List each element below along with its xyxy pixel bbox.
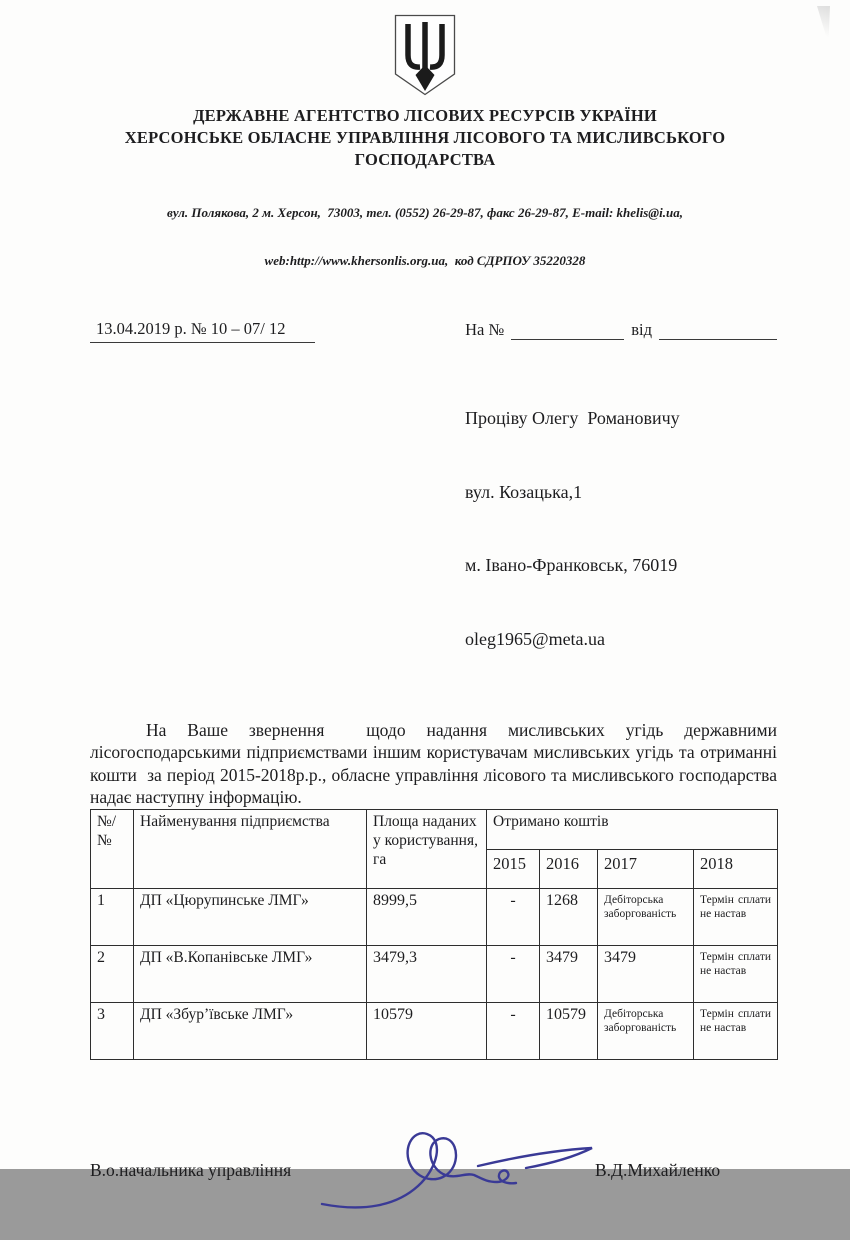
scan-artifact <box>817 6 830 44</box>
area-value: 3479,3 <box>367 945 487 1002</box>
agency-line-2: ХЕРСОНСЬКЕ ОБЛАСНЕ УПРАВЛІННЯ ЛІСОВОГО ТА МИСЛИВСЬКОГО <box>124 128 726 147</box>
handwritten-signature <box>318 1120 608 1220</box>
signature-block <box>90 1130 777 1240</box>
table-row <box>91 888 778 945</box>
agency-line-1: ДЕРЖАВНЕ АГЕНТСТВО ЛІСОВИХ РЕСУРСІВ УКРАЇНИ <box>193 106 657 125</box>
funds-2016: 10579 <box>540 1002 598 1059</box>
contacts-line-2: web:http://www.khersonlis.org.ua, код СДРПОУ 35220328 <box>264 253 586 268</box>
incoming-number-blank <box>511 324 624 340</box>
year-header-2017: 2017 <box>598 849 694 888</box>
funds-2015: - <box>487 1002 540 1059</box>
agency-line-3: ГОСПОДАРСТВА <box>354 150 496 169</box>
letter-body-paragraph: На Ваше звернення щодо надання мисливських угідь державними лісогосподарськими підприємствами іншим користувачам мисливських угідь та отриманні кошти за період 2015-2018р.р., обласне управління лісового та мисливського господарства надає наступну інформацію. <box>90 720 782 808</box>
funds-2016: 3479 <box>540 945 598 1002</box>
col-header-funds: Отримано коштів <box>487 809 778 849</box>
enterprise-name: ДП «В.Копанівське ЛМГ» <box>134 945 367 1002</box>
year-header-2018: 2018 <box>694 849 778 888</box>
funds-2018: Термін сплати не настав <box>694 945 778 1002</box>
incoming-date-blank <box>659 324 777 340</box>
funds-2015: - <box>487 888 540 945</box>
year-header-2015: 2015 <box>487 849 540 888</box>
outgoing-number: 13.04.2019 р. № 10 – 07/ 12 <box>90 319 315 343</box>
table-row <box>91 1002 778 1059</box>
area-value: 8999,5 <box>367 888 487 945</box>
recipient-city: м. Івано-Франковськ, 76019 <box>465 555 678 575</box>
col-header-enterprise: Найменування підприємства <box>134 809 367 888</box>
area-value: 10579 <box>367 1002 487 1059</box>
funds-2017: Дебіторська заборгованість <box>598 1002 694 1059</box>
row-number: 2 <box>91 945 134 1002</box>
year-header-2016: 2016 <box>540 849 598 888</box>
incoming-reference <box>465 320 777 343</box>
funds-2016: 1268 <box>540 888 598 945</box>
ukraine-trident-emblem-icon <box>393 13 457 97</box>
table-row <box>91 945 778 1002</box>
letterhead-contacts <box>0 173 850 301</box>
contacts-line-1: вул. Полякова, 2 м. Херсон, 73003, тел. (0552) 26-29-87, факс 26-29-87, E-mail: khelis@i.ua, <box>167 205 683 220</box>
signatory-name: В.Д.Михайленко <box>595 1159 721 1180</box>
enterprise-name: ДП «Збур’ївське ЛМГ» <box>134 1002 367 1059</box>
enterprise-name: ДП «Цюрупинське ЛМГ» <box>134 888 367 945</box>
funds-2018: Термін сплати не настав <box>694 1002 778 1059</box>
recipient-block <box>465 357 777 700</box>
hunting-grounds-table <box>90 809 778 1060</box>
funds-2017: Дебіторська заборгованість <box>598 888 694 945</box>
row-number: 1 <box>91 888 134 945</box>
table-header-row <box>91 809 778 849</box>
incoming-number-label: На № <box>465 320 505 339</box>
recipient-name: Проціву Олегу Романовичу <box>465 408 680 428</box>
letterhead-agency-name <box>0 105 850 171</box>
row-number: 3 <box>91 1002 134 1059</box>
funds-2017: 3479 <box>598 945 694 1002</box>
reference-row <box>90 319 777 343</box>
letter-content <box>90 319 782 1240</box>
funds-2015: - <box>487 945 540 1002</box>
recipient-street: вул. Козацька,1 <box>465 481 583 502</box>
signatory-title: В.о.начальника управління <box>90 1159 292 1180</box>
incoming-date-label: від <box>631 320 652 339</box>
funds-2018: Термін сплати не настав <box>694 888 778 945</box>
col-header-area: Площа наданих у користування, га <box>367 809 487 888</box>
recipient-email: oleg1965@meta.ua <box>465 628 606 649</box>
col-header-number: №/ № <box>91 809 134 888</box>
